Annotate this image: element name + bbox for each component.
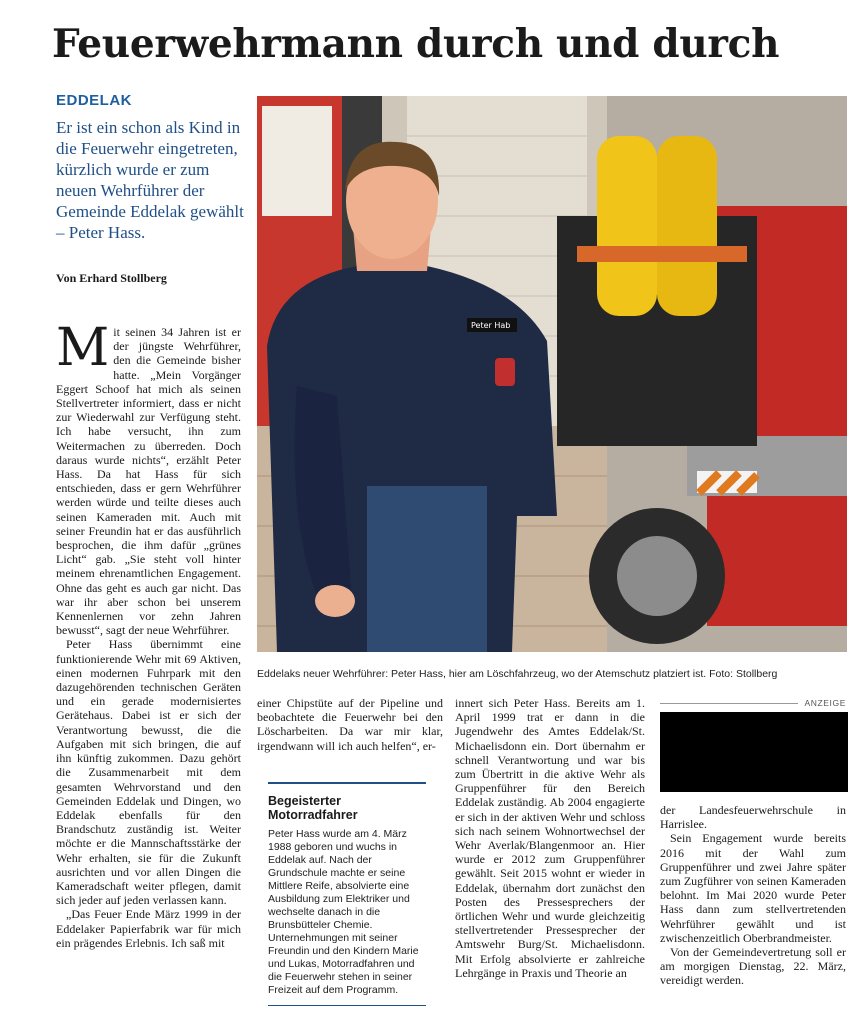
paragraph: „Das Feuer Ende März 1999 in der Eddelaker Papierfabrik war für mich ein prägendes Erlebnis. Ich saß mit: [56, 907, 241, 950]
info-box-body: Peter Hass wurde am 4. März 1988 geboren und wuchs in Eddelak auf. Nach der Grundschule machte er seine Mittlere Reife, absolvierte eine Ausbildung zum Elektriker und wechselte danach in die Brunsbütteler Chemie. Unternehmungen mit seiner Freundin und den Kindern Marie und Lukas, Motorradfahren und die Feuerwehr stehen in seiner Freizeit auf dem Programm.: [268, 828, 419, 996]
info-box: [268, 782, 426, 997]
paragraph: der Landesfeuerwehrschule in Harrislee.: [660, 803, 846, 832]
paragraph: Von der Gemeindevertretung soll er am morgigen Dienstag, 22. März, vereidigt werden.: [660, 945, 846, 988]
paragraph: einer Chipstüte auf der Pipeline und beobachtete die Feuerwehr bei den Löscharbeiten. Da war mir klar, irgendwann will ich auch helfen“, er-: [257, 696, 443, 753]
dateline: EDDELAK: [56, 92, 133, 109]
author-line: Von Erhard Stollberg: [56, 271, 167, 285]
info-box-title: Begeisterter Motorradfahrer: [268, 794, 358, 822]
paragraph-text: it seinen 34 Jahren ist er der jüngste Wehrführer, den die Gemeinde bisher hatte. „Mein Vorgänger Eggert Schoof hat mich als seinen Stellvertreter informiert, dass er nicht zur Wiederwahl zur Verfügung steht. Ich habe versucht, ihn zum Weitermachen zu überreden. Doch daraus wurde nichts“, erzählt Peter Hass. Da hat Hass für sich entschieden, dass er gern Wehrführer werden würde und teilte dieses auch seinen Kameraden mit. Auch mit seiner Freundin hat er das ausführlich besprochen, die ihm dafür „grünes Licht“ gab. „Sie steht voll hinter meinem ehrenamtlichen Engagement. Ohne das geht es auch gar nicht. Das war ihr aber schon bei unserem Kennenlernen vor zehn Jahren bewusst“, sagt der neue Wehrführer.: [56, 325, 241, 638]
paragraph: innert sich Peter Hass. Bereits am 1. April 1999 trat er dann in die Jugendwehr des Amtes Eddelak/St. Michaelisdonn ein. Dort übernahm er schnell Verantwortung und war bis zum Übertritt in die aktive Wehr als Gruppenführer für den Bereich Eddelak zuständig. Ab 2004 engagierte er sich in der aktiven Wehr und schloss sich nach seinem Wohnortwechsel der Wehr Averlak/Blangenmoor an. Hier wurde er 2012 zum Gruppenführer gewählt. Seit 2015 wohnt er wieder in Eddelak, übernahm dort zunächst den Posten des Pressesprechers der örtlichen Wehr und wurde gleichzeitig stellvertretender Pressesprecher der Amtswehr Burg/St. Michaelisdonn. Mit Erfolg absolvierte er zahlreiche Lehrgänge in Praxis und Theorie an: [455, 696, 645, 980]
article-column-4: [660, 803, 846, 988]
ad-divider: [660, 703, 798, 704]
intro-text: Er ist ein schon als Kind in die Feuerwehr eingetreten, kürzlich wurde er zum neuen Wehrführer der Gemeinde Eddelak gewählt – Peter Hass.: [56, 118, 244, 242]
article-column-1: [56, 318, 241, 950]
headline: Feuerwehrmann durch und durch: [52, 21, 780, 67]
drop-cap: M: [56, 318, 110, 378]
ad-label-text: ANZEIGE: [804, 698, 846, 708]
first-paragraph: [56, 318, 241, 638]
name-tag: Peter Hab: [471, 321, 511, 330]
ad-label: [660, 698, 846, 708]
paragraph: Peter Hass übernimmt eine funktionierende Wehr mit 69 Aktiven, einen modernen Fuhrpark mit den dazugehörenden technischen Geräten und ein gerade modernisiertes Gerätehaus. Dabei ist er sich der Verantwortung bewusst, die die Aufgaben mit sich bringen, die auf ihn künftig zukommen. Dazu gehört die Zusammenarbeit mit dem gesamten Wehrvorstand und den Gemeinden Eddelak und Dingen, wo Eddelak ebenfalls für den Brandschutz zuständig ist. Weiter möchte er die Mannschaftsstärke der Wehr erhalten, sie für die Zukunft ausrichten und vor allen Dingen die Kameradschaft weiter pflegen, damit sich jeder auf jeden verlassen kann.: [56, 637, 241, 908]
ad-placeholder[interactable]: [660, 712, 848, 792]
photo-caption: Eddelaks neuer Wehrführer: Peter Hass, hier am Löschfahrzeug, wo der Atemschutz platziert ist. Foto: Stollberg: [257, 668, 778, 680]
article-column-2: [257, 696, 443, 753]
article-column-3: [455, 696, 645, 980]
article-photo: [257, 96, 847, 652]
info-box-divider: [268, 1005, 426, 1006]
paragraph: Sein Engagement wurde bereits 2016 mit der Wahl zum Gruppenführer und zwei Jahre später zum Zugführer von seinen Kameraden belohnt. Im Mai 2020 wurde Peter Hass dann zum stellvertretenden Wehrführer gewählt und ist zwischenzeitlich Oberbrandmeister.: [660, 831, 846, 945]
